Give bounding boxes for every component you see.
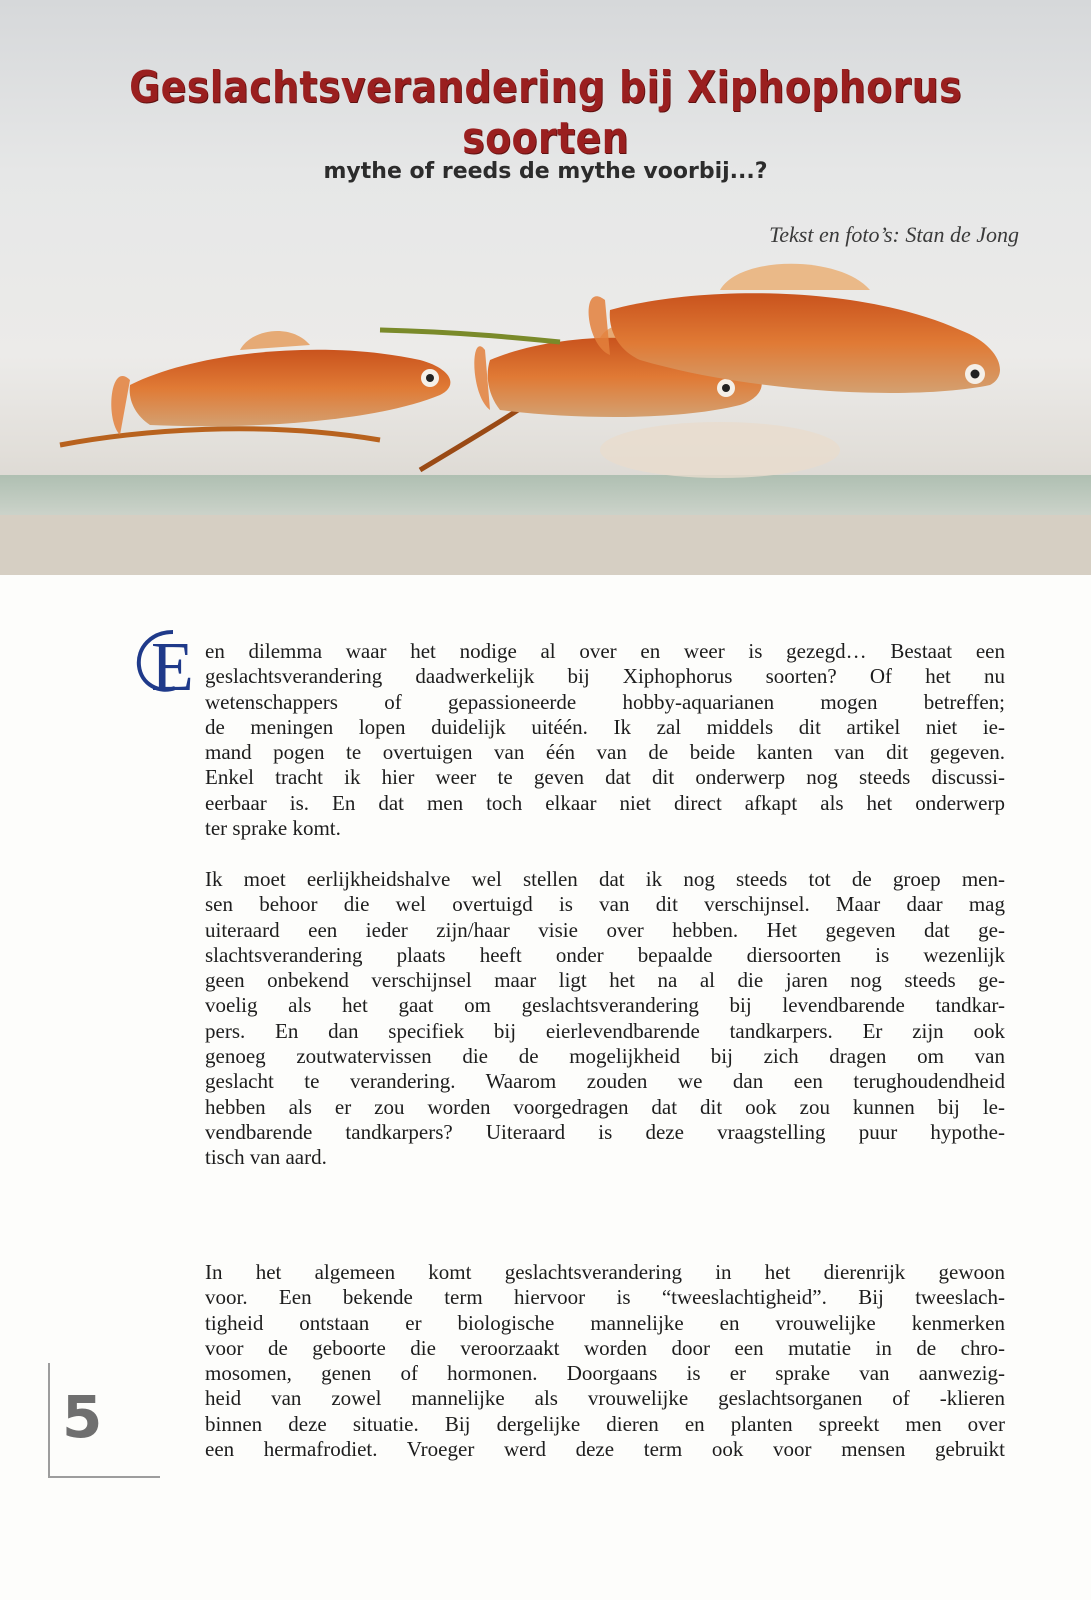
svg-text:E: E: [151, 629, 194, 700]
text-line: genoeg zoutwatervissen die de mogelijkheid bij zich dragen om van: [205, 1044, 1005, 1069]
text-line: voor de geboorte die veroorzaakt worden door een mutatie in de chro-: [205, 1335, 1005, 1360]
text-line: tigheid ontstaan er biologische mannelijke en vrouwelijke kenmerken: [205, 1310, 1005, 1335]
page-number-bar: [48, 1363, 50, 1476]
text-line: eerbaar is. En dat men toch elkaar niet direct afkapt als het onderwerp: [205, 790, 1005, 815]
text-line: mand pogen te overtuigen van één van de beide kanten van dit gegeven.: [205, 740, 1005, 765]
article-title: Geslachtsverandering bij Xiphophorus soorten: [129, 62, 962, 164]
text-line: uiteraard een ieder zijn/haar visie over hebben. Het gegeven dat ge-: [205, 917, 1005, 942]
text-line: slachtsverandering plaats heeft onder bepaalde diersoorten is wezenlijk: [205, 942, 1005, 967]
text-line: Ik moet eerlijkheidshalve wel stellen dat ik nog steeds tot de groep men-: [205, 867, 1005, 891]
article-subtitle: mythe of reeds de mythe voorbij...?: [323, 159, 768, 184]
text-line: een hermafrodiet. Vroeger werd deze term ook voor mensen gebruikt: [205, 1437, 1005, 1462]
paragraph-3: [205, 1260, 1005, 1462]
text-line: mosomen, genen of hormonen. Doorgaans is er sprake van aanwezig-: [205, 1361, 1005, 1386]
text-line: de meningen lopen duidelijk uitéén. Ik zal middels dit artikel niet ie-: [205, 714, 1005, 739]
text-line: In het algemeen komt geslachtsverandering in het dierenrijk gewoon: [205, 1260, 1005, 1284]
text-line: tisch van aard.: [205, 1145, 327, 1170]
text-line: en dilemma waar het nodige al over en weer is gezegd… Bestaat een: [205, 639, 1005, 663]
page-number-rule: [48, 1476, 160, 1478]
paragraph-2: [205, 867, 1005, 1171]
text-line: pers. En dan specifiek bij eierlevendbarende tandkarpers. Er zijn ook: [205, 1018, 1005, 1043]
text-line: voelig als het gaat om geslachtsverandering bij levendbarende tandkar-: [205, 993, 1005, 1018]
dropcap-e-icon: [133, 626, 205, 700]
author-credit: Tekst en foto’s: Stan de Jong: [769, 222, 1019, 247]
page-number: 5: [62, 1383, 103, 1451]
paragraph-1: [205, 639, 1005, 841]
text-line: geslacht te verandering. Waarom zouden we dan een terughoudendheid: [205, 1069, 1005, 1094]
text-line: wetenschappers of gepassioneerde hobby-aquarianen mogen betreffen;: [205, 689, 1005, 714]
hero-photo-area: [0, 0, 1091, 575]
text-line: heid van zowel mannelijke als vrouwelijke geslachtsorganen of -klieren: [205, 1386, 1005, 1411]
dropcap: [133, 626, 205, 700]
text-line: voor. Een bekende term hiervoor is “tweeslachtigheid”. Bij tweeslach-: [205, 1285, 1005, 1310]
text-line: geen onbekend verschijnsel maar ligt het na al die jaren nog steeds ge-: [205, 968, 1005, 993]
text-line: sen behoor die wel overtuigd is van dit verschijnsel. Maar daar mag: [205, 892, 1005, 917]
text-line: hebben als er zou worden voorgedragen dat dit ook zou kunnen bij le-: [205, 1094, 1005, 1119]
text-line: Enkel tracht ik hier weer te geven dat dit onderwerp nog steeds discussi-: [205, 765, 1005, 790]
text-line: ter sprake komt.: [205, 816, 341, 841]
text-line: geslachtsverandering daadwerkelijk bij Xiphophorus soorten? Of het nu: [205, 664, 1005, 689]
text-line: vendbarende tandkarpers? Uiteraard is deze vraagstelling puur hypothe-: [205, 1119, 1005, 1144]
text-line: binnen deze situatie. Bij dergelijke dieren en planten spreekt men over: [205, 1411, 1005, 1436]
fish-left: [60, 331, 450, 445]
